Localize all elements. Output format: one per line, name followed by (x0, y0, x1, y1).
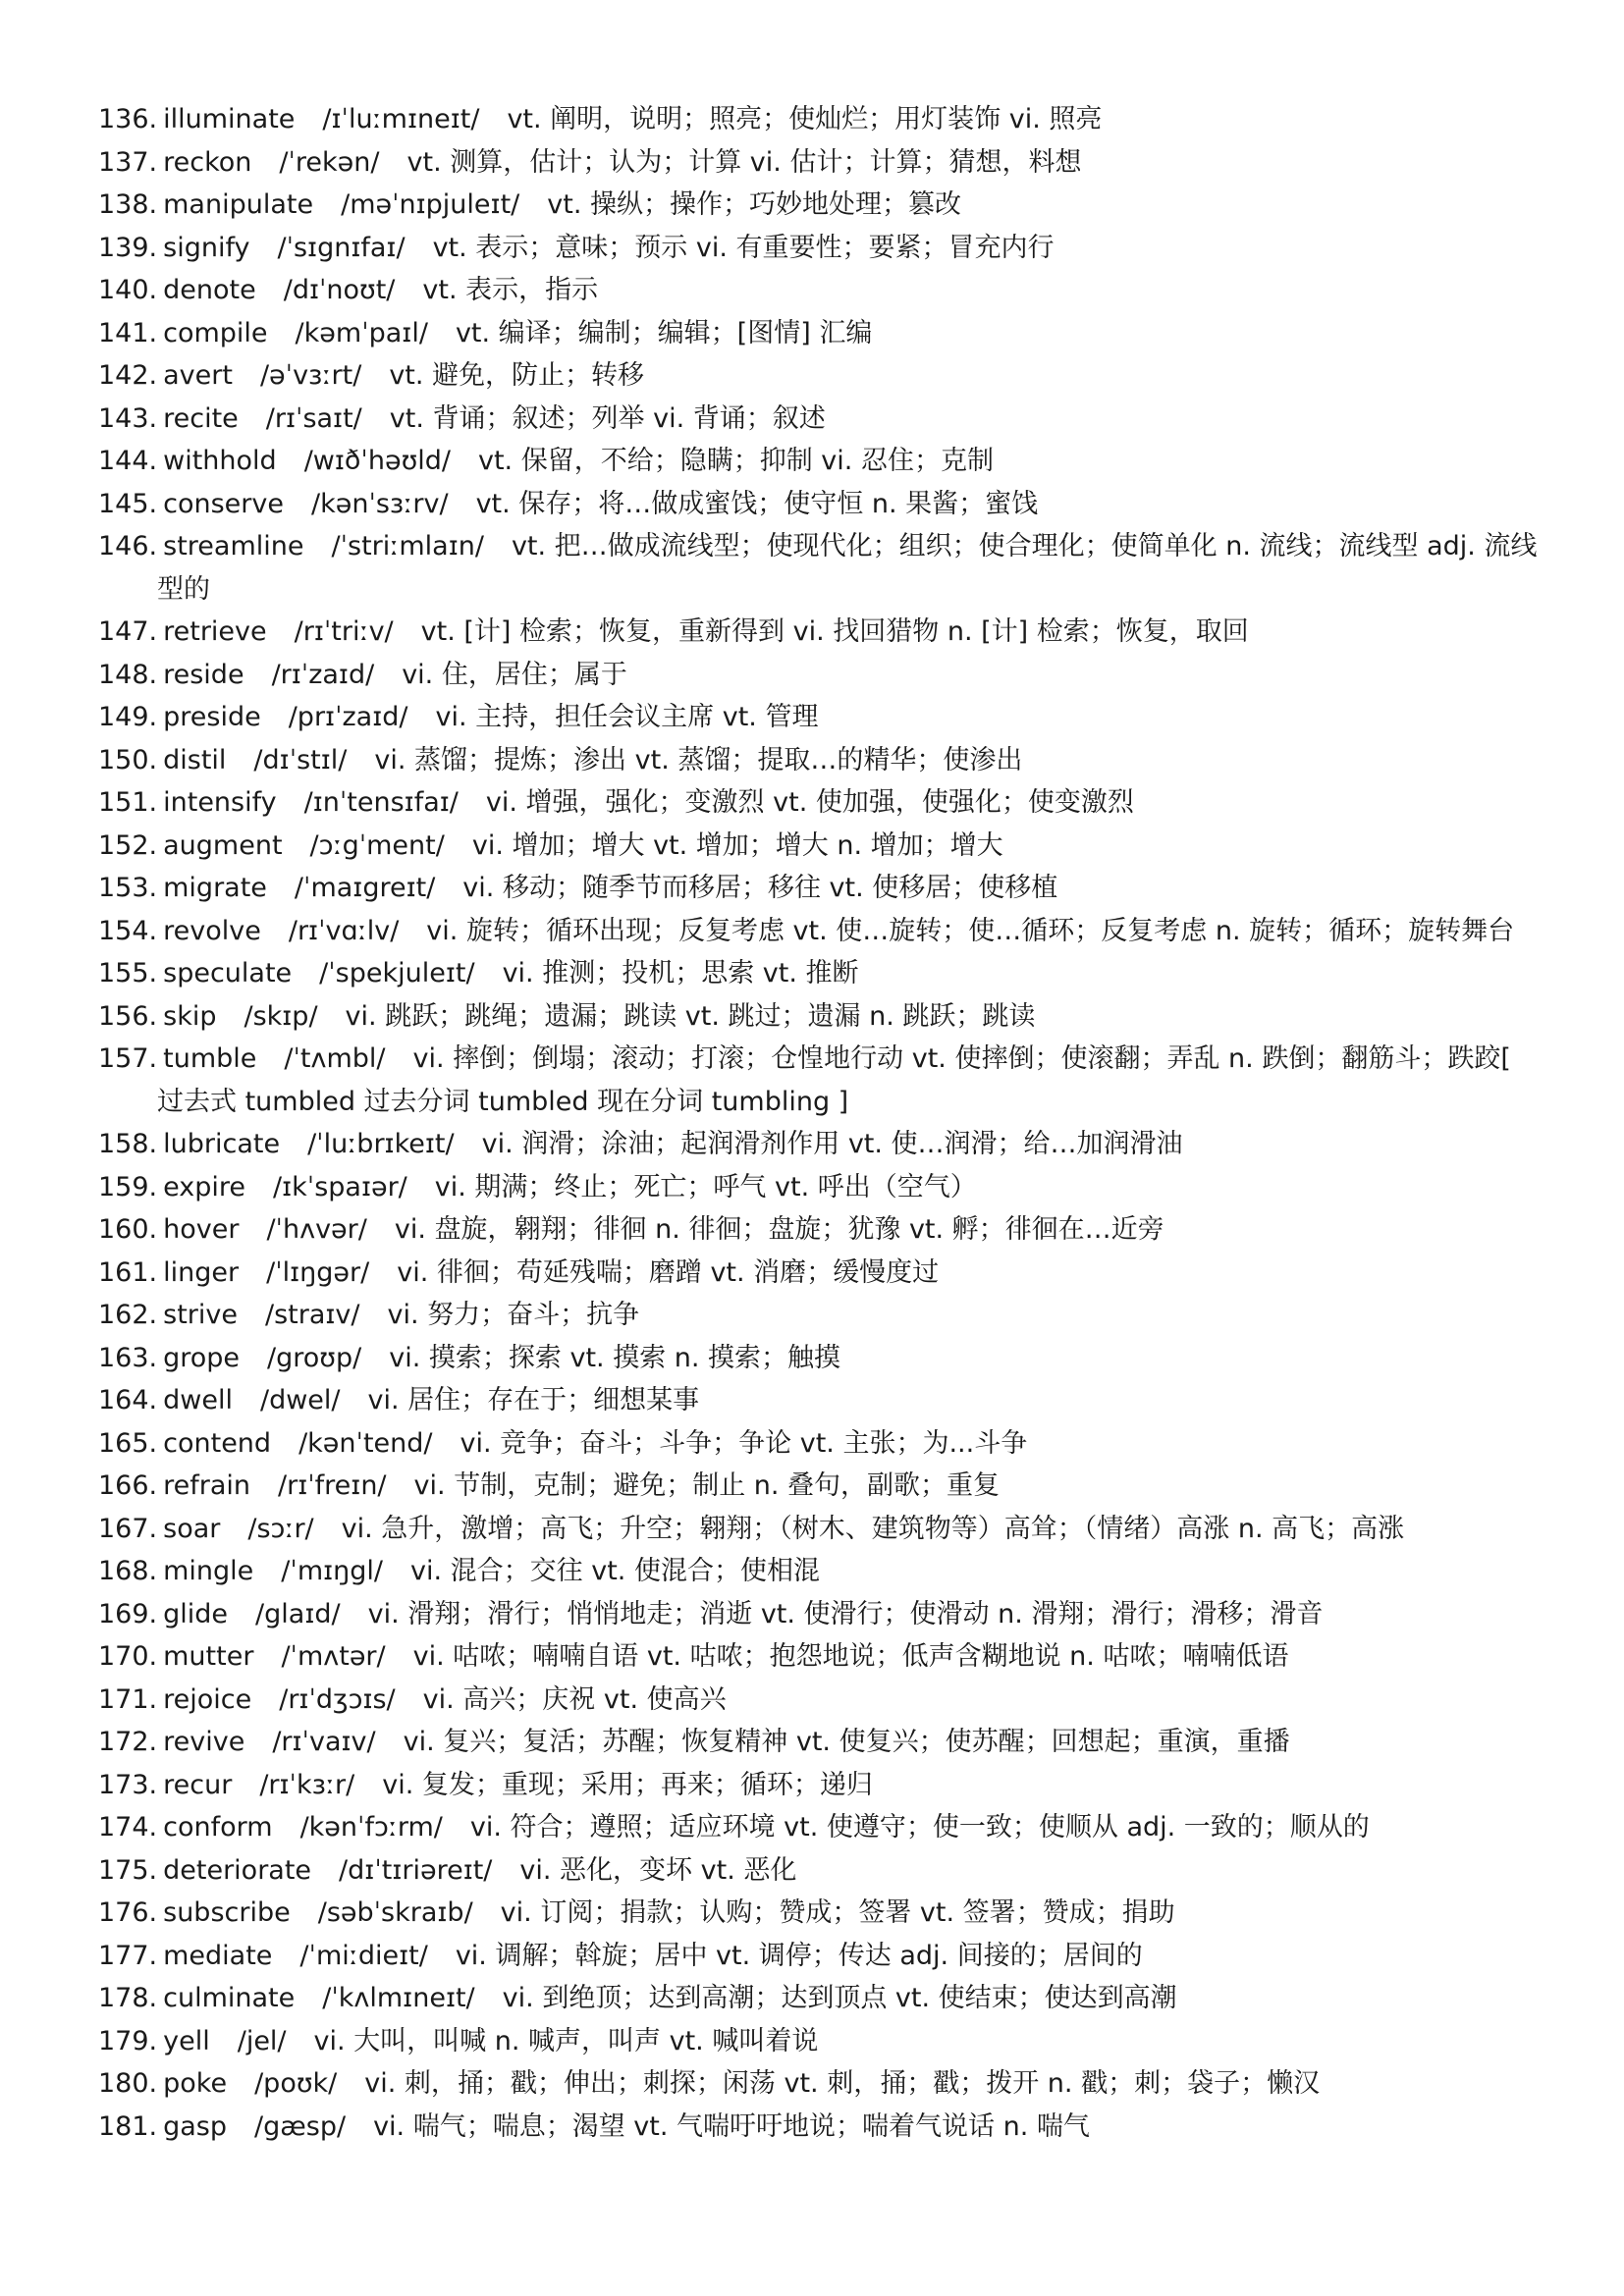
entry-word: avert (163, 360, 233, 391)
entry-word: streamline (163, 531, 304, 561)
entry-number: 139. (98, 232, 158, 263)
entry-definition: vi. 喘气；喘息；渴望 vt. 气喘吁吁地说；喘着气说话 n. 喘气 (373, 2110, 1090, 2142)
entry-definition: vt. 保留，不给；隐瞒；抑制 vi. 忍住；克制 (477, 446, 994, 476)
vocab-entry (98, 483, 1538, 526)
vocab-entry (98, 227, 1538, 270)
entry-phonetic: /sɔːr/ (247, 1513, 314, 1544)
entry-definition: vi. 节制，克制；避免；制止 n. 叠句，副歌；重复 (413, 1470, 1001, 1501)
entry-word: illuminate (163, 104, 296, 134)
entry-phonetic: /glaɪd/ (255, 1598, 341, 1629)
entry-number: 175. (98, 1854, 158, 1886)
entry-phonetic: /ˈmaɪgreɪt/ (294, 873, 436, 903)
entry-phonetic: /ˈsɪgnɪfaɪ/ (277, 232, 406, 263)
entry-number: 168. (98, 1556, 158, 1586)
entry-definition: vi. 大叫，叫喊 n. 喊声，叫声 vt. 喊叫着说 (313, 2025, 819, 2056)
entry-phonetic: /kənˈfɔːrm/ (299, 1812, 443, 1842)
entry-phonetic: /straɪv/ (264, 1300, 360, 1330)
entry-phonetic: /dwel/ (259, 1385, 341, 1415)
entry-definition: vi. 推测；投机；思索 vt. 推断 (502, 958, 859, 988)
entry-definition: vi. 急升，激增；高飞；升空；翱翔；（树木、建筑物等）高耸；（情绪）高涨 n. 高飞；高涨 (341, 1513, 1405, 1544)
entry-word: tumble (163, 1043, 257, 1074)
entry-phonetic: /jel/ (237, 2025, 287, 2056)
vocab-entry (98, 1252, 1538, 1295)
vocab-entry (98, 1337, 1538, 1380)
vocab-entry (98, 1550, 1538, 1593)
entry-phonetic: /kənˈsɜːrv/ (310, 488, 449, 519)
entry-phonetic: /rɪˈvɑːlv/ (288, 915, 400, 946)
vocab-entry (98, 354, 1538, 398)
vocab-entry (98, 1635, 1538, 1679)
entry-word: strive (163, 1300, 238, 1330)
entry-number: 164. (98, 1385, 158, 1415)
entry-definition: vi. 混合；交往 vt. 使混合；使相混 (410, 1556, 820, 1586)
entry-number: 171. (98, 1683, 158, 1715)
entry-definition: vi. 努力；奋斗；抗争 (387, 1300, 640, 1330)
entry-number: 157. (98, 1043, 158, 1074)
vocab-entry (98, 696, 1538, 739)
entry-word: gasp (163, 2110, 228, 2142)
entry-definition: vi. 徘徊；苟延残喘；磨蹭 vt. 消磨；缓慢度过 (397, 1256, 940, 1288)
entry-word: manipulate (163, 189, 314, 220)
entry-phonetic: /ɔːgˈment/ (309, 829, 445, 861)
vocabulary-list (98, 98, 1538, 2148)
entry-definition: vi. 摔倒；倒塌；滚动；打滚；仓惶地行动 vt. 使摔倒；使滚翻；弄乱 n. 跌倒；翻筋斗；跌跤[ 过去式 tumbled 过去分词 tumbled 现在分词 tumbling ] (157, 1043, 1511, 1117)
entry-word: denote (163, 275, 256, 305)
entry-phonetic: /ɪnˈtensɪfaɪ/ (303, 787, 459, 818)
entry-definition: vi. 复兴；复活；苏醒；恢复精神 vt. 使复兴；使苏醒；回想起；重演，重播 (403, 1727, 1290, 1757)
entry-phonetic: /ˈspekjuleɪt/ (319, 958, 475, 988)
entry-word: soar (163, 1513, 221, 1544)
entry-definition: vt. 测算，估计；认为；计算 vi. 估计；计算；猜想，料想 (406, 146, 1082, 178)
entry-phonetic: /ˈtʌmbl/ (284, 1043, 386, 1074)
entry-definition: vi. 调解；斡旋；居中 vt. 调停；传达 adj. 间接的；居间的 (455, 1940, 1143, 1971)
entry-phonetic: /kənˈtend/ (298, 1427, 433, 1459)
entry-definition: vi. 盘旋，翱翔；徘徊 n. 徘徊；盘旋；犹豫 vt. 孵；徘徊在…近旁 (394, 1214, 1164, 1245)
entry-definition: vi. 竞争；奋斗；斗争；争论 vt. 主张；为...斗争 (460, 1427, 1028, 1459)
entry-phonetic: /ˈmiːdieɪt/ (299, 1940, 428, 1971)
vocab-entry (98, 525, 1538, 611)
entry-word: retrieve (163, 616, 267, 647)
entry-phonetic: /skɪp/ (244, 1000, 318, 1032)
entry-definition: vi. 摸索；探索 vt. 摸索 n. 摸索；触摸 (389, 1342, 841, 1373)
entry-word: poke (163, 2068, 228, 2099)
entry-definition: vt. 操纵；操作；巧妙地处理；篡改 (547, 189, 961, 220)
entry-phonetic: /məˈnɪpjuleɪt/ (341, 189, 520, 220)
entry-word: recur (163, 1769, 233, 1800)
entry-word: conform (163, 1812, 273, 1842)
entry-number: 145. (98, 488, 158, 519)
vocab-entry (98, 1294, 1538, 1337)
vocab-entry (98, 1849, 1538, 1893)
vocab-entry (98, 2062, 1538, 2106)
entry-definition: vi. 期满；终止；死亡；呼气 vt. 呼出（空气） (434, 1171, 977, 1202)
entry-word: refrain (163, 1470, 251, 1501)
entry-definition: vi. 增强，强化；变激烈 vt. 使加强，使强化；使变激烈 (485, 787, 1134, 818)
entry-word: dwell (163, 1385, 233, 1415)
entry-phonetic: /ɪkˈspaɪər/ (273, 1171, 407, 1202)
entry-phonetic: /dɪˈstɪl/ (253, 744, 348, 775)
entry-phonetic: /ɪˈluːmɪneɪt/ (322, 104, 480, 134)
entry-word: compile (163, 317, 268, 348)
entry-phonetic: /kəmˈpaɪl/ (295, 317, 428, 348)
entry-number: 149. (98, 702, 158, 732)
entry-phonetic: /dɪˈtɪriəreɪt/ (339, 1854, 493, 1886)
entry-definition: vi. 蒸馏；提炼；渗出 vt. 蒸馏；提取…的精华；使渗出 (374, 744, 1023, 775)
entry-word: reside (163, 659, 244, 690)
entry-word: deteriorate (163, 1854, 312, 1886)
entry-phonetic: /rɪˈsaɪt/ (265, 402, 362, 434)
vocab-entry (98, 440, 1538, 483)
vocab-entry (98, 1764, 1538, 1807)
entry-phonetic: /ˈlɪŋgər/ (266, 1256, 370, 1288)
entry-definition: vt. 表示；意味；预示 vi. 有重要性；要紧；冒充内行 (432, 232, 1055, 263)
vocab-entry (98, 1166, 1538, 1209)
entry-definition: vi. 滑翔；滑行；悄悄地走；消逝 vt. 使滑行；使滑动 n. 滑翔；滑行；滑移；滑音 (367, 1598, 1324, 1629)
entry-word: skip (163, 1000, 217, 1032)
entry-number: 136. (98, 104, 158, 134)
entry-number: 154. (98, 915, 158, 946)
entry-number: 146. (98, 531, 158, 561)
vocab-entry (98, 1379, 1538, 1422)
entry-word: preside (163, 702, 261, 732)
entry-word: distil (163, 744, 227, 775)
entry-definition: vt. [计] 检索；恢复，重新得到 vi. 找回猎物 n. [计] 检索；恢复，取回 (420, 616, 1249, 647)
entry-phonetic: /gæsp/ (254, 2110, 347, 2142)
entry-definition: vi. 高兴；庆祝 vt. 使高兴 (422, 1683, 727, 1715)
vocab-entry (98, 867, 1538, 910)
entry-number: 179. (98, 2025, 158, 2056)
entry-definition: vt. 编译；编制；编辑；[图情] 汇编 (455, 317, 873, 348)
entry-definition: vt. 背诵；叙述；列举 vi. 背诵；叙述 (389, 402, 826, 434)
vocab-entry (98, 269, 1538, 312)
entry-phonetic: /rɪˈtriːv/ (294, 616, 394, 647)
vocab-entry (98, 781, 1538, 825)
entry-number: 159. (98, 1171, 158, 1202)
entry-word: linger (163, 1256, 240, 1288)
entry-definition: vi. 旋转；循环出现；反复考虑 vt. 使…旋转；使…循环；反复考虑 n. 旋转；循环；旋转舞台 (426, 915, 1515, 946)
entry-definition: vi. 复发；重现；采用；再来；循环；递归 (382, 1769, 873, 1800)
entry-definition: vt. 把…做成流线型；使现代化；组织；使合理化；使简单化 n. 流线；流线型 adj. 流线型的 (157, 531, 1538, 605)
entry-definition: vi. 符合；遵照；适应环境 vt. 使遵守；使一致；使顺从 adj. 一致的；顺从的 (469, 1812, 1370, 1842)
entry-number: 147. (98, 616, 158, 647)
entry-definition: vi. 恶化，变坏 vt. 恶化 (519, 1854, 797, 1886)
entry-definition: vi. 住，居住；属于 (402, 659, 627, 690)
vocab-entry (98, 611, 1538, 654)
vocab-entry (98, 141, 1538, 185)
entry-number: 170. (98, 1641, 158, 1672)
entry-number: 137. (98, 146, 158, 178)
entry-number: 178. (98, 1983, 158, 2013)
entry-number: 176. (98, 1897, 158, 1928)
entry-word: contend (163, 1427, 272, 1459)
entry-number: 166. (98, 1470, 158, 1501)
entry-word: augment (163, 829, 283, 861)
entry-number: 174. (98, 1812, 158, 1842)
vocab-entry (98, 1892, 1538, 1935)
entry-definition: vi. 到绝顶；达到高潮；达到顶点 vt. 使结束；使达到高潮 (502, 1983, 1177, 2013)
entry-word: withhold (163, 446, 277, 476)
vocab-entry (98, 995, 1538, 1039)
vocab-entry (98, 1806, 1538, 1849)
entry-definition: vt. 保存；将…做成蜜饯；使守恒 n. 果酱；蜜饯 (475, 488, 1039, 519)
vocab-entry (98, 1508, 1538, 1551)
vocab-entry (98, 1038, 1538, 1123)
entry-number: 161. (98, 1256, 158, 1288)
entry-number: 169. (98, 1598, 158, 1629)
vocab-entry (98, 654, 1538, 697)
entry-word: recite (163, 402, 239, 434)
entry-number: 177. (98, 1940, 158, 1971)
vocab-entry (98, 312, 1538, 355)
vocab-entry (98, 952, 1538, 995)
entry-word: rejoice (163, 1683, 252, 1715)
entry-definition: vi. 咕哝；喃喃自语 vt. 咕哝；抱怨地说；低声含糊地说 n. 咕哝；喃喃低语 (412, 1641, 1289, 1672)
vocab-entry (98, 1679, 1538, 1722)
entry-phonetic: /dɪˈnoʊt/ (283, 275, 396, 305)
entry-word: yell (163, 2025, 210, 2056)
entry-number: 150. (98, 744, 158, 775)
entry-phonetic: /ˈrekən/ (279, 146, 380, 178)
entry-word: mingle (163, 1556, 254, 1586)
entry-word: signify (163, 232, 250, 263)
entry-phonetic: /ˈluːbrɪkeɪt/ (307, 1129, 455, 1159)
entry-number: 158. (98, 1129, 158, 1159)
entry-definition: vi. 润滑；涂油；起润滑剂作用 vt. 使…润滑；给…加润滑油 (481, 1129, 1183, 1159)
entry-number: 156. (98, 1000, 158, 1032)
vocab-entry (98, 398, 1538, 441)
entry-phonetic: /wɪðˈhəʊld/ (303, 446, 451, 476)
entry-number: 173. (98, 1769, 158, 1800)
entry-definition: vi. 居住；存在于；细想某事 (367, 1385, 700, 1415)
entry-word: reckon (163, 146, 252, 178)
vocab-entry (98, 184, 1538, 227)
entry-number: 140. (98, 275, 158, 305)
entry-number: 141. (98, 317, 158, 348)
vocab-entry (98, 1422, 1538, 1466)
entry-word: expire (163, 1171, 245, 1202)
entry-definition: vt. 避免，防止；转移 (389, 360, 645, 391)
vocab-entry (98, 2106, 1538, 2149)
entry-phonetic: /poʊk/ (254, 2068, 338, 2099)
entry-phonetic: /əˈvɜːrt/ (259, 360, 362, 391)
entry-definition: vi. 主持，担任会议主席 vt. 管理 (435, 702, 819, 732)
entry-word: glide (163, 1598, 229, 1629)
entry-number: 142. (98, 360, 158, 391)
entry-number: 163. (98, 1342, 158, 1373)
entry-word: conserve (163, 488, 284, 519)
entry-phonetic: /rɪˈvaɪv/ (272, 1727, 376, 1757)
entry-definition: vi. 移动；随季节而移居；移往 vt. 使移居；使移植 (462, 873, 1058, 903)
entry-word: grope (163, 1342, 241, 1373)
entry-number: 153. (98, 873, 158, 903)
entry-number: 138. (98, 189, 158, 220)
vocab-entry (98, 910, 1538, 953)
entry-number: 143. (98, 402, 158, 434)
entry-phonetic: /groʊp/ (267, 1342, 362, 1373)
vocab-entry (98, 739, 1538, 782)
entry-phonetic: /ˈkʌlmɪneɪt/ (322, 1983, 475, 2013)
entry-definition: vi. 订阅；捐款；认购；赞成；签署 vt. 签署；赞成；捐助 (500, 1897, 1175, 1928)
entry-definition: vi. 刺，捅；戳；伸出；刺探；闲荡 vt. 刺，捅；戳；拨开 n. 戳；刺；袋子；懒汉 (364, 2068, 1321, 2099)
entry-definition: vi. 跳跃；跳绳；遗漏；跳读 vt. 跳过；遗漏 n. 跳跃；跳读 (345, 1000, 1036, 1032)
vocab-entry (98, 825, 1538, 868)
entry-phonetic: /səbˈskraɪb/ (317, 1897, 473, 1928)
entry-number: 160. (98, 1214, 158, 1245)
vocab-entry (98, 1977, 1538, 2020)
entry-number: 181. (98, 2110, 158, 2142)
entry-word: subscribe (163, 1897, 291, 1928)
entry-word: speculate (163, 958, 293, 988)
entry-word: mediate (163, 1940, 273, 1971)
vocab-entry (98, 1208, 1538, 1252)
entry-word: revive (163, 1727, 245, 1757)
vocab-entry (98, 1935, 1538, 1978)
entry-phonetic: /rɪˈzaɪd/ (271, 659, 375, 690)
entry-number: 144. (98, 446, 158, 476)
entry-number: 152. (98, 829, 158, 861)
entry-number: 167. (98, 1513, 158, 1544)
entry-number: 148. (98, 659, 158, 690)
entry-phonetic: /rɪˈfreɪn/ (278, 1470, 387, 1501)
entry-word: culminate (163, 1983, 296, 2013)
entry-number: 180. (98, 2068, 158, 2099)
vocab-entry (98, 1593, 1538, 1636)
entry-definition: vt. 阐明，说明；照亮；使灿烂；用灯装饰 vi. 照亮 (507, 104, 1103, 134)
entry-phonetic: /ˈstriːmlaɪn/ (331, 531, 484, 561)
vocab-entry (98, 2020, 1538, 2063)
vocab-entry (98, 98, 1538, 141)
entry-phonetic: /rɪˈkɜːr/ (259, 1769, 355, 1800)
entry-word: lubricate (163, 1129, 281, 1159)
entry-word: hover (163, 1214, 240, 1245)
entry-word: mutter (163, 1641, 254, 1672)
entry-number: 151. (98, 787, 158, 818)
entry-definition: vi. 增加；增大 vt. 增加；增大 n. 增加；增大 (471, 829, 1003, 861)
entry-definition: vt. 表示，指示 (422, 275, 599, 305)
entry-word: migrate (163, 873, 267, 903)
entry-number: 155. (98, 958, 158, 988)
entry-phonetic: /prɪˈzaɪd/ (288, 702, 408, 732)
entry-number: 172. (98, 1727, 158, 1757)
vocab-entry (98, 1465, 1538, 1508)
entry-phonetic: /ˈmʌtər/ (281, 1641, 386, 1672)
entry-phonetic: /ˈhʌvər/ (266, 1214, 367, 1245)
entry-phonetic: /rɪˈdʒɔɪs/ (279, 1683, 396, 1715)
entry-number: 162. (98, 1300, 158, 1330)
entry-word: intensify (163, 787, 277, 818)
vocab-entry (98, 1123, 1538, 1166)
vocab-entry (98, 1721, 1538, 1764)
entry-phonetic: /ˈmɪŋgl/ (281, 1556, 383, 1586)
entry-number: 165. (98, 1427, 158, 1459)
entry-word: revolve (163, 915, 261, 946)
